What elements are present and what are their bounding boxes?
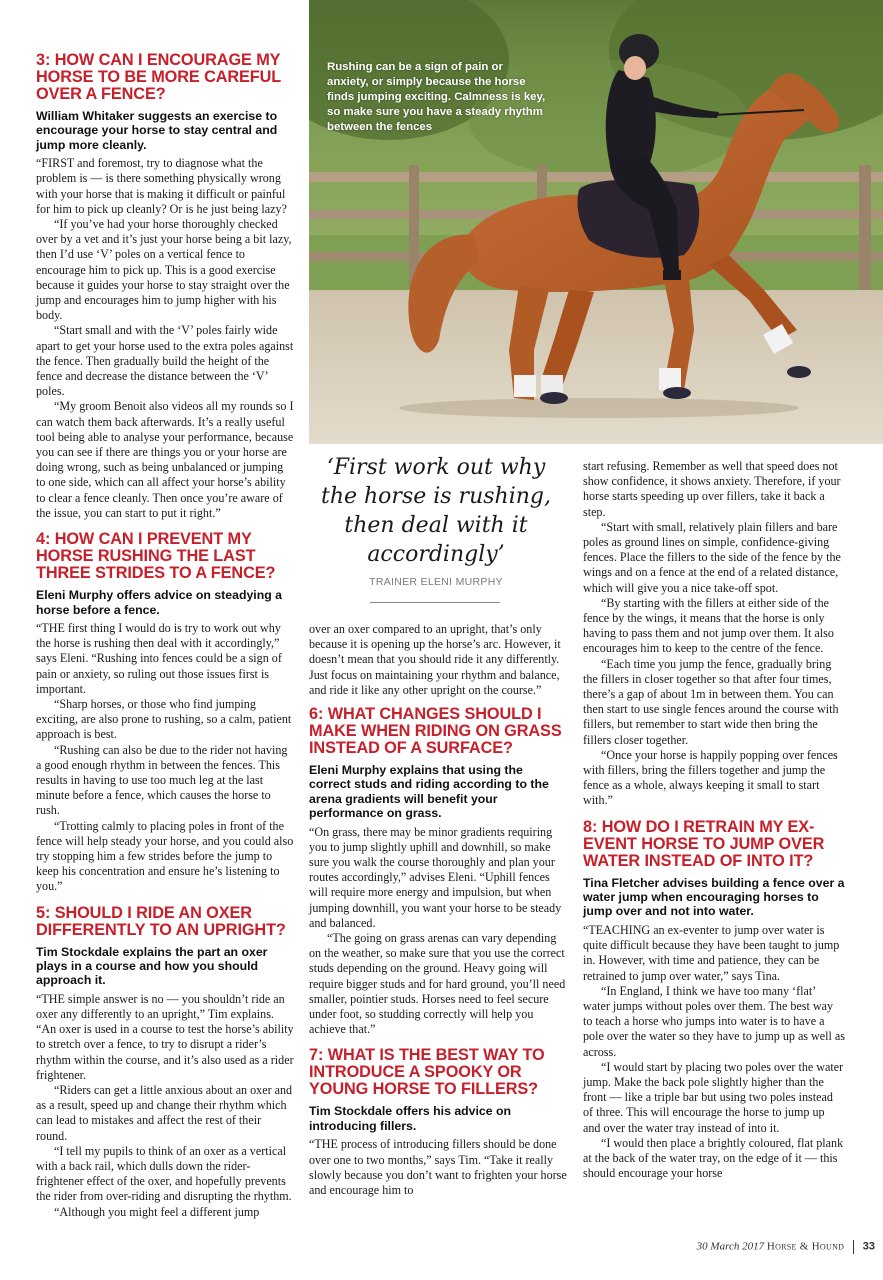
section-8-paragraph: “I would then place a brightly coloured, flat plank at the back of the water tray, on the edge of it — this should encourage your horse [583,1135,844,1181]
section-8-paragraph: “In England, I think we have too many ‘flat’ water jumps without poles over them. The best way to teach a horse who jumps into water is to have a pole over the water so they have to jump up as well as across. [583,983,845,1059]
section-7-paragraph: “Once your horse is happily popping over fences with fillers, bring the fillers together and jump the fence as a whole, always keeping it small to start with.” [583,747,838,808]
section-8-heading: 8: HOW DO I RETRAIN MY EX-EVENT HORSE TO JUMP OVER WATER INSTEAD OF INTO IT? [583,817,825,870]
issue-date: 30 March 2017 [696,1240,765,1253]
section-8-paragraph: “TEACHING an ex-eventer to jump over water is quite difficult because they have been taught to jump in. However, with time and patience, they can be retrained to jump over water,” says Tina. [583,922,840,983]
section-5-intro: Tim Stockdale explains the part an oxer plays in a course and how you should approach it. [36,944,268,988]
section-5-paragraph: “I tell my pupils to think of an oxer as a vertical with a back rail, which dulls down the rider-frightener effect of the oxer, and hopefully prevents the rider from over-riding and disrupting the rhythm. [36,1143,292,1204]
section-4-paragraph: “Trotting calmly to placing poles in front of the fence will help steady your horse, and you could also try stopping him a few strides before the jump to keep his concentration and ensure he’s listening to you.” [36,818,294,894]
column-2 [309,622,567,1198]
section-4-paragraph: “Sharp horses, or those who find jumping exciting, are also prone to rushing, so a calm, patient approach is best. [36,696,292,742]
section-6-heading: 6: WHAT CHANGES SHOULD I MAKE WHEN RIDING ON GRASS INSTEAD OF A SURFACE? [309,705,562,758]
pull-quote: ‘First work out why the horse is rushing, then deal with it accordingly’ [320,455,551,567]
section-3-intro: William Whitaker suggests an exercise to encourage your horse to stay central and jump more cleanly. [36,109,278,152]
section-5-paragraph: “Riders can get a little anxious about an oxer and as a result, speed up and change their rhythm which can lead to mistakes and affect the rest of their round. [36,1083,293,1143]
section-7-intro: Tim Stockdale offers his advice on introducing fillers. [309,1104,512,1133]
section-7-paragraph: “THE process of introducing fillers should be done over one to two months,” says Tim. “Take it really slowly because you don’t want to frighten your horse and encourage him to [309,1137,567,1197]
column-3 [583,459,845,1181]
section-8-intro: Tina Fletcher advises building a fence over a water jump when encouraging horses to jump over and not into water. [583,875,845,919]
photo-caption: Rushing can be a sign of pain or anxiety, or simply because the horse finds jumping exciting. Calmness is key, so make sure you have a steady rhythm between the fences [327,61,546,133]
section-4-paragraph: “THE first thing I would do is try to work out why the horse is rushing then deal with it accordingly,” says Eleni. “Rushing into fences could be a sign of pain or anxiety, so ruling out those issues first is important. [36,620,282,696]
pull-quote-divider [370,602,500,603]
section-5-paragraph: over an oxer compared to an upright, that’s only because it is opening up the horse’s arc. However, it doesn’t mean that you should ride it any differently. Just focus on maintaining your rhythm and balance, and ride it like any other upright on the course.” [309,622,561,697]
section-3-paragraph: “My groom Benoit also videos all my rounds so I can watch them back afterwards. It’s a really useful tool being able to analyse your performance, because you can see if there are things you or your horse are doing wrong, such as being unbalanced or jumping to one side, which can all affect your horse’s ability to clear a fence cleanly. Then once you’re aware of the issue, you can start to put it right.” [36,399,294,520]
section-3-paragraph: “Start small and with the ‘V’ poles fairly wide apart to get your horse used to the extra poles against the fence. Then gradually build the height of the fence and decrease the distance between the ‘V’ poles. [36,323,294,399]
section-7-heading: 7: WHAT IS THE BEST WAY TO INTRODUCE A SPOOKY OR YOUNG HORSE TO FILLERS? [309,1046,545,1099]
section-3-paragraph: “If you’ve had your horse thoroughly checked over by a vet and it’s just your horse being a bit lazy, then I’d use ‘V’ poles on a vertical fence to encourage him to pick up. This is a good exercise because it guides your horse to stay straight over the jump and encourages him to jump higher with his body. [36,217,292,323]
page-footer [620,1240,875,1256]
section-7-paragraph: start refusing. Remember as well that speed does not show confidence, it shows anxiety. Therefore, if your horse starts speeding up over fillers, take it back a step. [583,459,841,519]
footer-divider [853,1240,854,1254]
section-4-intro: Eleni Murphy offers advice on steadying a horse before a fence. [36,588,282,617]
section-4-paragraph: “Rushing can also be due to the rider not having a good enough rhythm in between the fences. This results in having to use too much leg at the last minute before a fence, which causes the horse to rush. [36,742,288,818]
section-5-heading: 5: SHOULD I RIDE AN OXER DIFFERENTLY TO AN UPRIGHT? [36,903,286,939]
section-7-paragraph: “Start with small, relatively plain fillers and bare poles as ground lines on simple, confidence-giving fences. Place the fillers to the side of the fence by the wings and on a fence at the end of a related distance, which will give you a nice take-off spot. [583,519,841,595]
page-number: 33 [862,1240,875,1253]
section-4-heading: 4: HOW CAN I PREVENT MY HORSE RUSHING THE LAST THREE STRIDES TO A FENCE? [36,530,276,583]
section-6-paragraph: “The going on grass arenas can vary depending on the weather, so make sure that you use the correct studs depending on the ground. Heavy going will require bigger studs and for hard ground, you’ll need smaller, pointier studs. Horses need to feel secure under foot, so studding correctly will help you achieve that.” [309,931,566,1037]
section-8-paragraph: “I would start by placing two poles over the water jump. Make the back pole slightly higher than the front — like a triple bar but using two poles instead of three. This will encourage the horse to jump up and over the water tray instead of into it. [583,1059,844,1135]
section-3-paragraph: “FIRST and foremost, try to diagnose what the problem is — is there something physically wrong with your horse that is making it difficult or painful for him to pick up cleanly? Or is he just being lazy? [36,156,287,216]
magazine-name: Horse & Hound [766,1240,845,1253]
section-3-heading: 3: HOW CAN I ENCOURAGE MY HORSE TO BE MORE CAREFUL OVER A FENCE? [36,51,281,103]
column-1 [36,52,294,1220]
section-7-paragraph: “By starting with the fillers at either side of the fence by the wings, it means that the horse is only having to pass them and not jump over them. It also encourages him to keep to the centre of the fence. [583,595,834,656]
pull-quote-credit: TRAINER ELENI MURPHY [369,576,503,588]
section-6-intro: Eleni Murphy explains that using the correct studs and riding according to the arena gradients will benefit your performance on grass. [309,763,549,821]
section-7-paragraph: “Each time you jump the fence, gradually bring the fillers in closer together so that after four times, there’s a gap of about 1m in between them. You can then start to use single fences around the course with fillers, but remember to start wide then bring the fillers closer together. [583,656,839,747]
section-6-paragraph: “On grass, there may be minor gradients requiring you to jump slightly uphill and downhill, so make sure you walk the course thoroughly and plan your routes accordingly,” advises Eleni. “Uphill fences will require more energy and impulsion, but when jumping downhill, you want your horse to be steady and balanced. [309,824,562,930]
section-5-paragraph: “Although you might feel a different jump [54,1204,260,1219]
section-5-paragraph: “THE simple answer is no — you shouldn’t ride an oxer any differently to an upright,” Tim explains. “An oxer is used in a course to test the horse’s ability to stretch over a fence, to try to disrupt a rider’s rhythm within the course, and it’s also used as a rider frightener. [36,991,294,1082]
